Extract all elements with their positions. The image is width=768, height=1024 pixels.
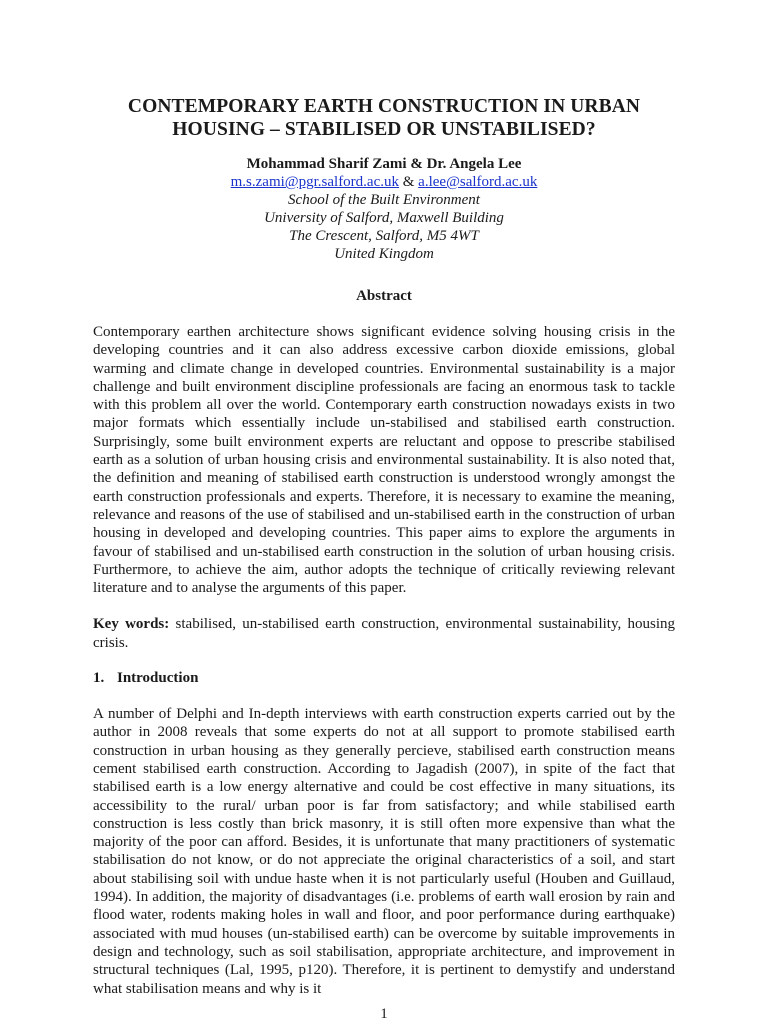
introduction-paragraph: A number of Delphi and In-depth interviews with earth construction experts carried out by the author in 2008 reveals that some experts do not at all support to promote stabilised earth construction in urban housing as they generally percieve, stabilised earth construction means cement stabilised earth construction. According to Jagadish (2007), in spite of the fact that stabilised earth is a low energy alternative and could be cost effective in many situations, its accessibility to the rural/ urban poor is far from satisfactory; and while stabilised earth construction is less costly than brick masonry, it is still often more expensive than what the majority of the poor can afford. Besides, it is unfortunate that many practitioners of systematic stabilisation do not know, or do not appreciate the original characteristics of a soil, and start about stabilising soil with undue haste when it is not particularly useful (Houben and Guillaud, 1994). In addition, the majority of disadvantages (i.e. problems of earth wall erosion by rain and flood water, rodents making holes in wall and floor, and poor performance during earthquake) associated with mud houses (un-stabilised earth) can be overcome by suitable improvements in design and technology, such as soil stabilisation, appropriate architecture, and improvement in structural techniques (Lal, 1995, p120). Therefore, it is pertinent to demystify and understand what stabilisation means and why is it [93, 706, 675, 997]
section-heading-introduction [93, 669, 675, 687]
paper-title [93, 95, 675, 141]
affiliation-school: School of the Built Environment [288, 192, 480, 208]
page-number: 1 [380, 1006, 388, 1022]
email-link-lee[interactable]: a.lee@salford.ac.uk [418, 174, 538, 190]
title-line-2: HOUSING – STABILISED OR UNSTABILISED? [172, 119, 596, 140]
title-line-1: CONTEMPORARY EARTH CONSTRUCTION IN URBAN [127, 96, 641, 117]
author-names: Mohammad Sharif Zami & Dr. Angela Lee [246, 156, 522, 172]
author-block [93, 155, 675, 263]
section-title: Introduction [117, 670, 199, 687]
section-number: 1. [93, 670, 105, 687]
affiliation-university: University of Salford, Maxwell Building [264, 210, 504, 226]
email-separator: & [399, 174, 419, 190]
paper-page [93, 0, 675, 998]
email-link-zami[interactable]: m.s.zami@pgr.salford.ac.uk [230, 174, 399, 190]
abstract-paragraph: Contemporary earthen architecture shows significant evidence solving housing crisis in the developing countries and it can also address excessive carbon dioxide emissions, global warming and climate change in developed countries. Environmental sustainability is a major challenge and built environment discipline professionals are facing an enormous task to tackle with this problem all over the world. Contemporary earth construction nowadays exists in two major formats which essentially include un-stabilised and stabilised earth construction. Surprisingly, some built environment experts are reluctant and oppose to prescribe stabilised earth as a solution of urban housing crisis and environmental sustainability. It is also noted that, the definition and meaning of stabilised earth construction is understood wrongly amongst the earth construction professionals and experts. Therefore, it is necessary to examine the meaning, relevance and reasons of the use of stabilised and un-stabilised earth in the construction of urban housing in developed and developing countries. This paper aims to explore the arguments in favour of stabilised and un-stabilised earth construction in the solution of urban housing crisis. Furthermore, to achieve the aim, author adopts the technique of critically reviewing relevant literature and to analyse the arguments of this paper. [93, 324, 675, 597]
keywords-label: Key words: [93, 616, 170, 633]
affiliation-country: United Kingdom [334, 246, 434, 262]
keywords-paragraph [93, 615, 675, 652]
keywords-text: stabilised, un-stabilised earth construction, environmental sustainability, housing crisis. [93, 616, 675, 651]
author-emails [93, 173, 675, 191]
abstract-heading: Abstract [356, 288, 412, 304]
affiliation-address: The Crescent, Salford, M5 4WT [289, 228, 479, 244]
